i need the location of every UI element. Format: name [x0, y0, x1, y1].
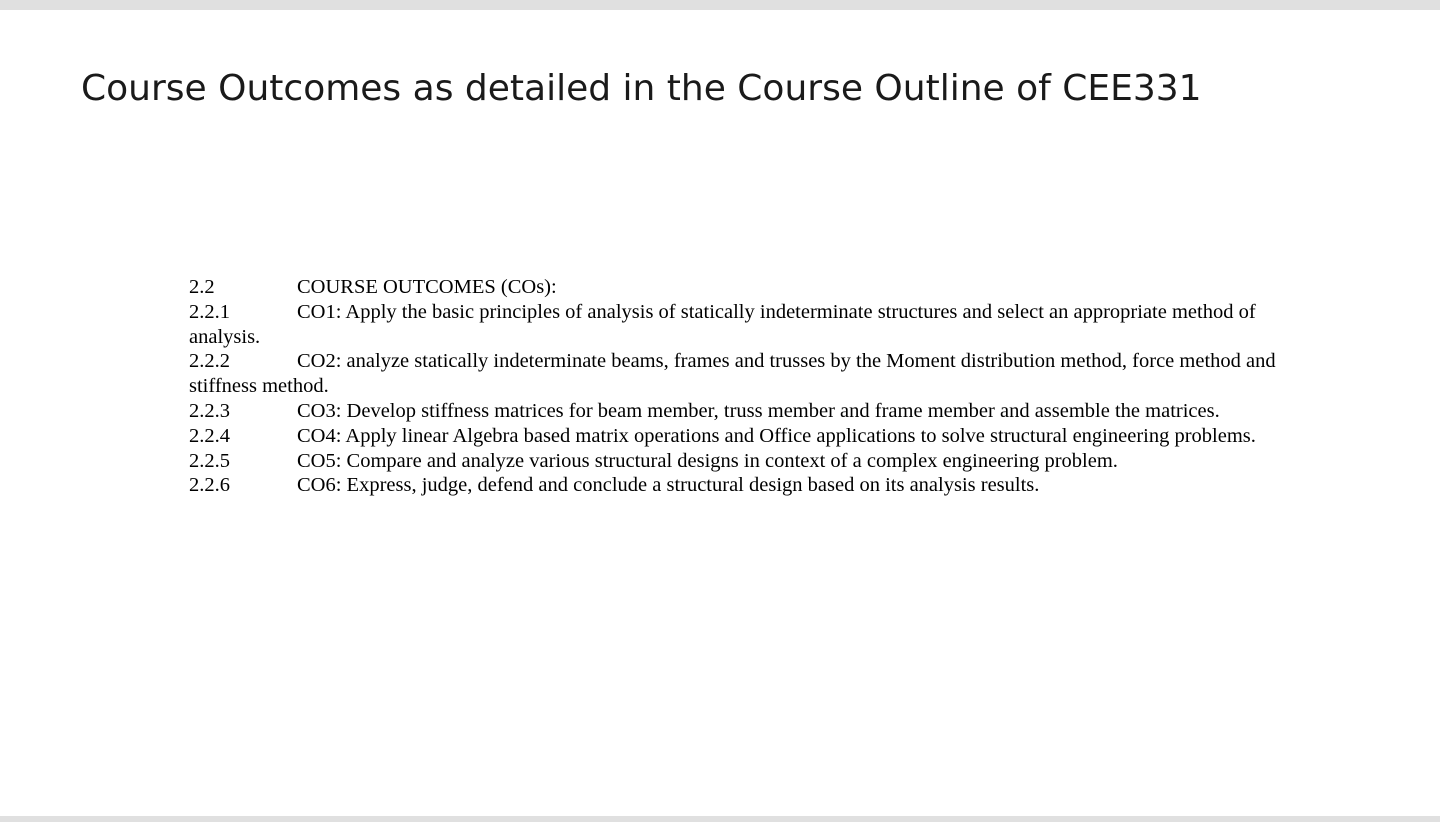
outcome-number: 2.2.5	[189, 449, 230, 472]
outcome-text: CO6: Express, judge, defend and conclude a structural design based on its analysis results.	[297, 474, 1040, 497]
outcome-number: 2.2.1	[189, 300, 230, 323]
slide	[0, 10, 1440, 816]
course-outcomes-content	[189, 275, 1299, 498]
outcome-number: 2.2.6	[189, 474, 230, 497]
outcome-number: 2.2.4	[189, 424, 230, 447]
outcome-text: CO3: Develop stiffness matrices for beam member, truss member and frame member and assemble the matrices.	[297, 399, 1220, 422]
section-heading	[189, 275, 1299, 300]
section-number: 2.2	[189, 276, 215, 298]
outcome-item	[189, 449, 1299, 474]
outcome-item	[189, 424, 1299, 449]
slide-title: Course Outcomes as detailed in the Course Outline of CEE331	[81, 68, 1202, 109]
outcome-text: CO2: analyze statically indeterminate beams, frames and trusses by the Moment distribution method, force method and stiffness method.	[189, 350, 1276, 398]
section-heading-text: COURSE OUTCOMES (COs):	[297, 276, 557, 298]
outcome-text: CO4: Apply linear Algebra based matrix operations and Office applications to solve structural engineering problems.	[297, 424, 1256, 447]
outcome-item	[189, 300, 1299, 350]
outcome-text: CO1: Apply the basic principles of analysis of statically indeterminate structures and select an appropriate method of analysis.	[189, 300, 1256, 348]
outcome-number: 2.2.3	[189, 399, 230, 422]
outcome-number: 2.2.2	[189, 350, 230, 373]
outcome-item	[189, 349, 1299, 399]
outcome-item	[189, 473, 1299, 498]
outcome-item	[189, 399, 1299, 424]
outcome-text: CO5: Compare and analyze various structural designs in context of a complex engineering problem.	[297, 449, 1118, 472]
